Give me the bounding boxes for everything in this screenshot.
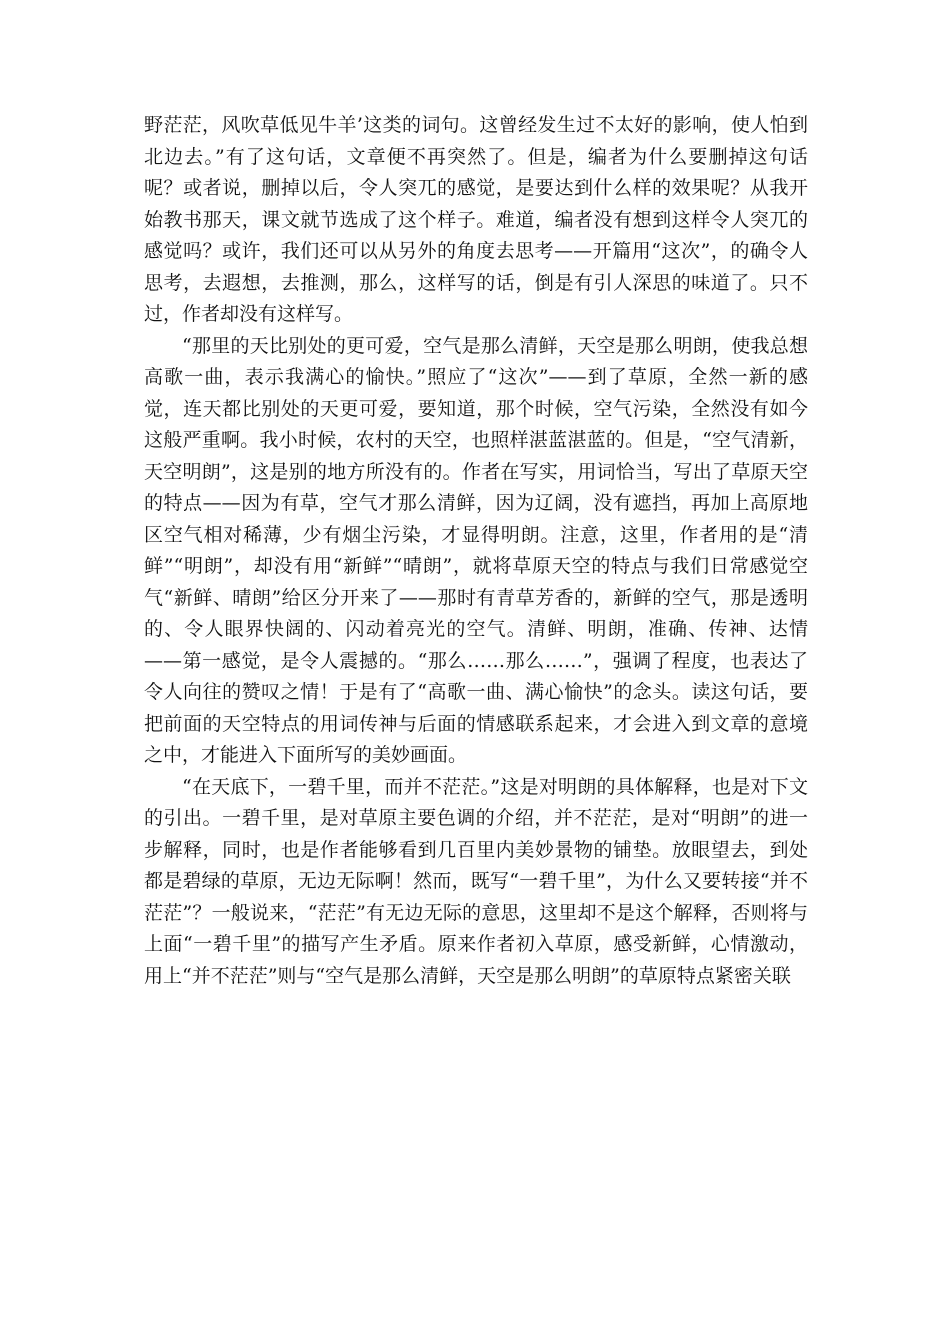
paragraph-2: “那里的天比别处的更可爱，空气是那么清鲜，天空是那么明朗，使我总想高歌一曲，表示我满心的愉快。”照应了“这次”——到了草原，全然一新的感觉，连天都比别处的天更可爱，要知道，那个时候，空气污染，全然没有如今这般严重啊。我小时候，农村的天空，也照样湛蓝湛蓝的。但是，“空气清新，天空明朗”，这是别的地方所没有的。作者在写实，用词恰当，写出了草原天空的特点——因为有草，空气才那么清鲜，因为辽阔，没有遮挡，再加上高原地区空气相对稀薄，少有烟尘污染，才显得明朗。注意，这里，作者用的是“清鲜”“明朗”，却没有用“新鲜”“晴朗”，就将草原天空的特点与我们日常感觉空气“新鲜、晴朗”给区分开来了——那时有青草芳香的，新鲜的空气，那是透明的、令人眼界快阔的、闪动着亮光的空气。清鲜、明朗，准确、传神、达情——第一感觉，是令人震撼的。“那么……那么……”，强调了程度，也表达了令人向往的赞叹之情！于是有了“高歌一曲、满心愉快”的念头。读这句话，要把前面的天空特点的用词传神与后面的情感联系起来，才会进入到文章的意境之中，才能进入下面所写的美妙画面。 [144,334,808,766]
paragraph-1: 野茫茫，风吹草低见牛羊’这类的词句。这曾经发生过不太好的影响，使人怕到北边去。”有了这句话，文章便不再突然了。但是，编者为什么要删掉这句话呢？或者说，删掉以后，令人突兀的感觉，是要达到什么样的效果呢？从我开始教书那天，课文就节选成了这个样子。难道，编者没有想到这样令人突兀的感觉吗？或许，我们还可以从另外的角度去思考——开篇用“这次”，的确令人思考，去遐想，去推测，那么，这样写的话，倒是有引人深思的味道了。只不过，作者却没有这样写。 [144,114,808,325]
paragraph-3: “在天底下，一碧千里，而并不茫茫。”这是对明朗的具体解释，也是对下文的引出。一碧千里，是对草原主要色调的介绍，并不茫茫，是对“明朗”的进一步解释，同时，也是作者能够看到几百里内美妙景物的铺垫。放眼望去，到处都是碧绿的草原，无边无际啊！然而，既写“一碧千里”，为什么又要转接“并不茫茫”？一般说来，“茫茫”有无边无际的意思，这里却不是这个解释，否则将与上面“一碧千里”的描写产生矛盾。原来作者初入草原，感受新鲜，心情激动，用上“并不茫茫”则与“空气是那么清鲜，天空是那么明朗”的草原特点紧密关联 [144,775,808,987]
document-body [144,110,808,992]
